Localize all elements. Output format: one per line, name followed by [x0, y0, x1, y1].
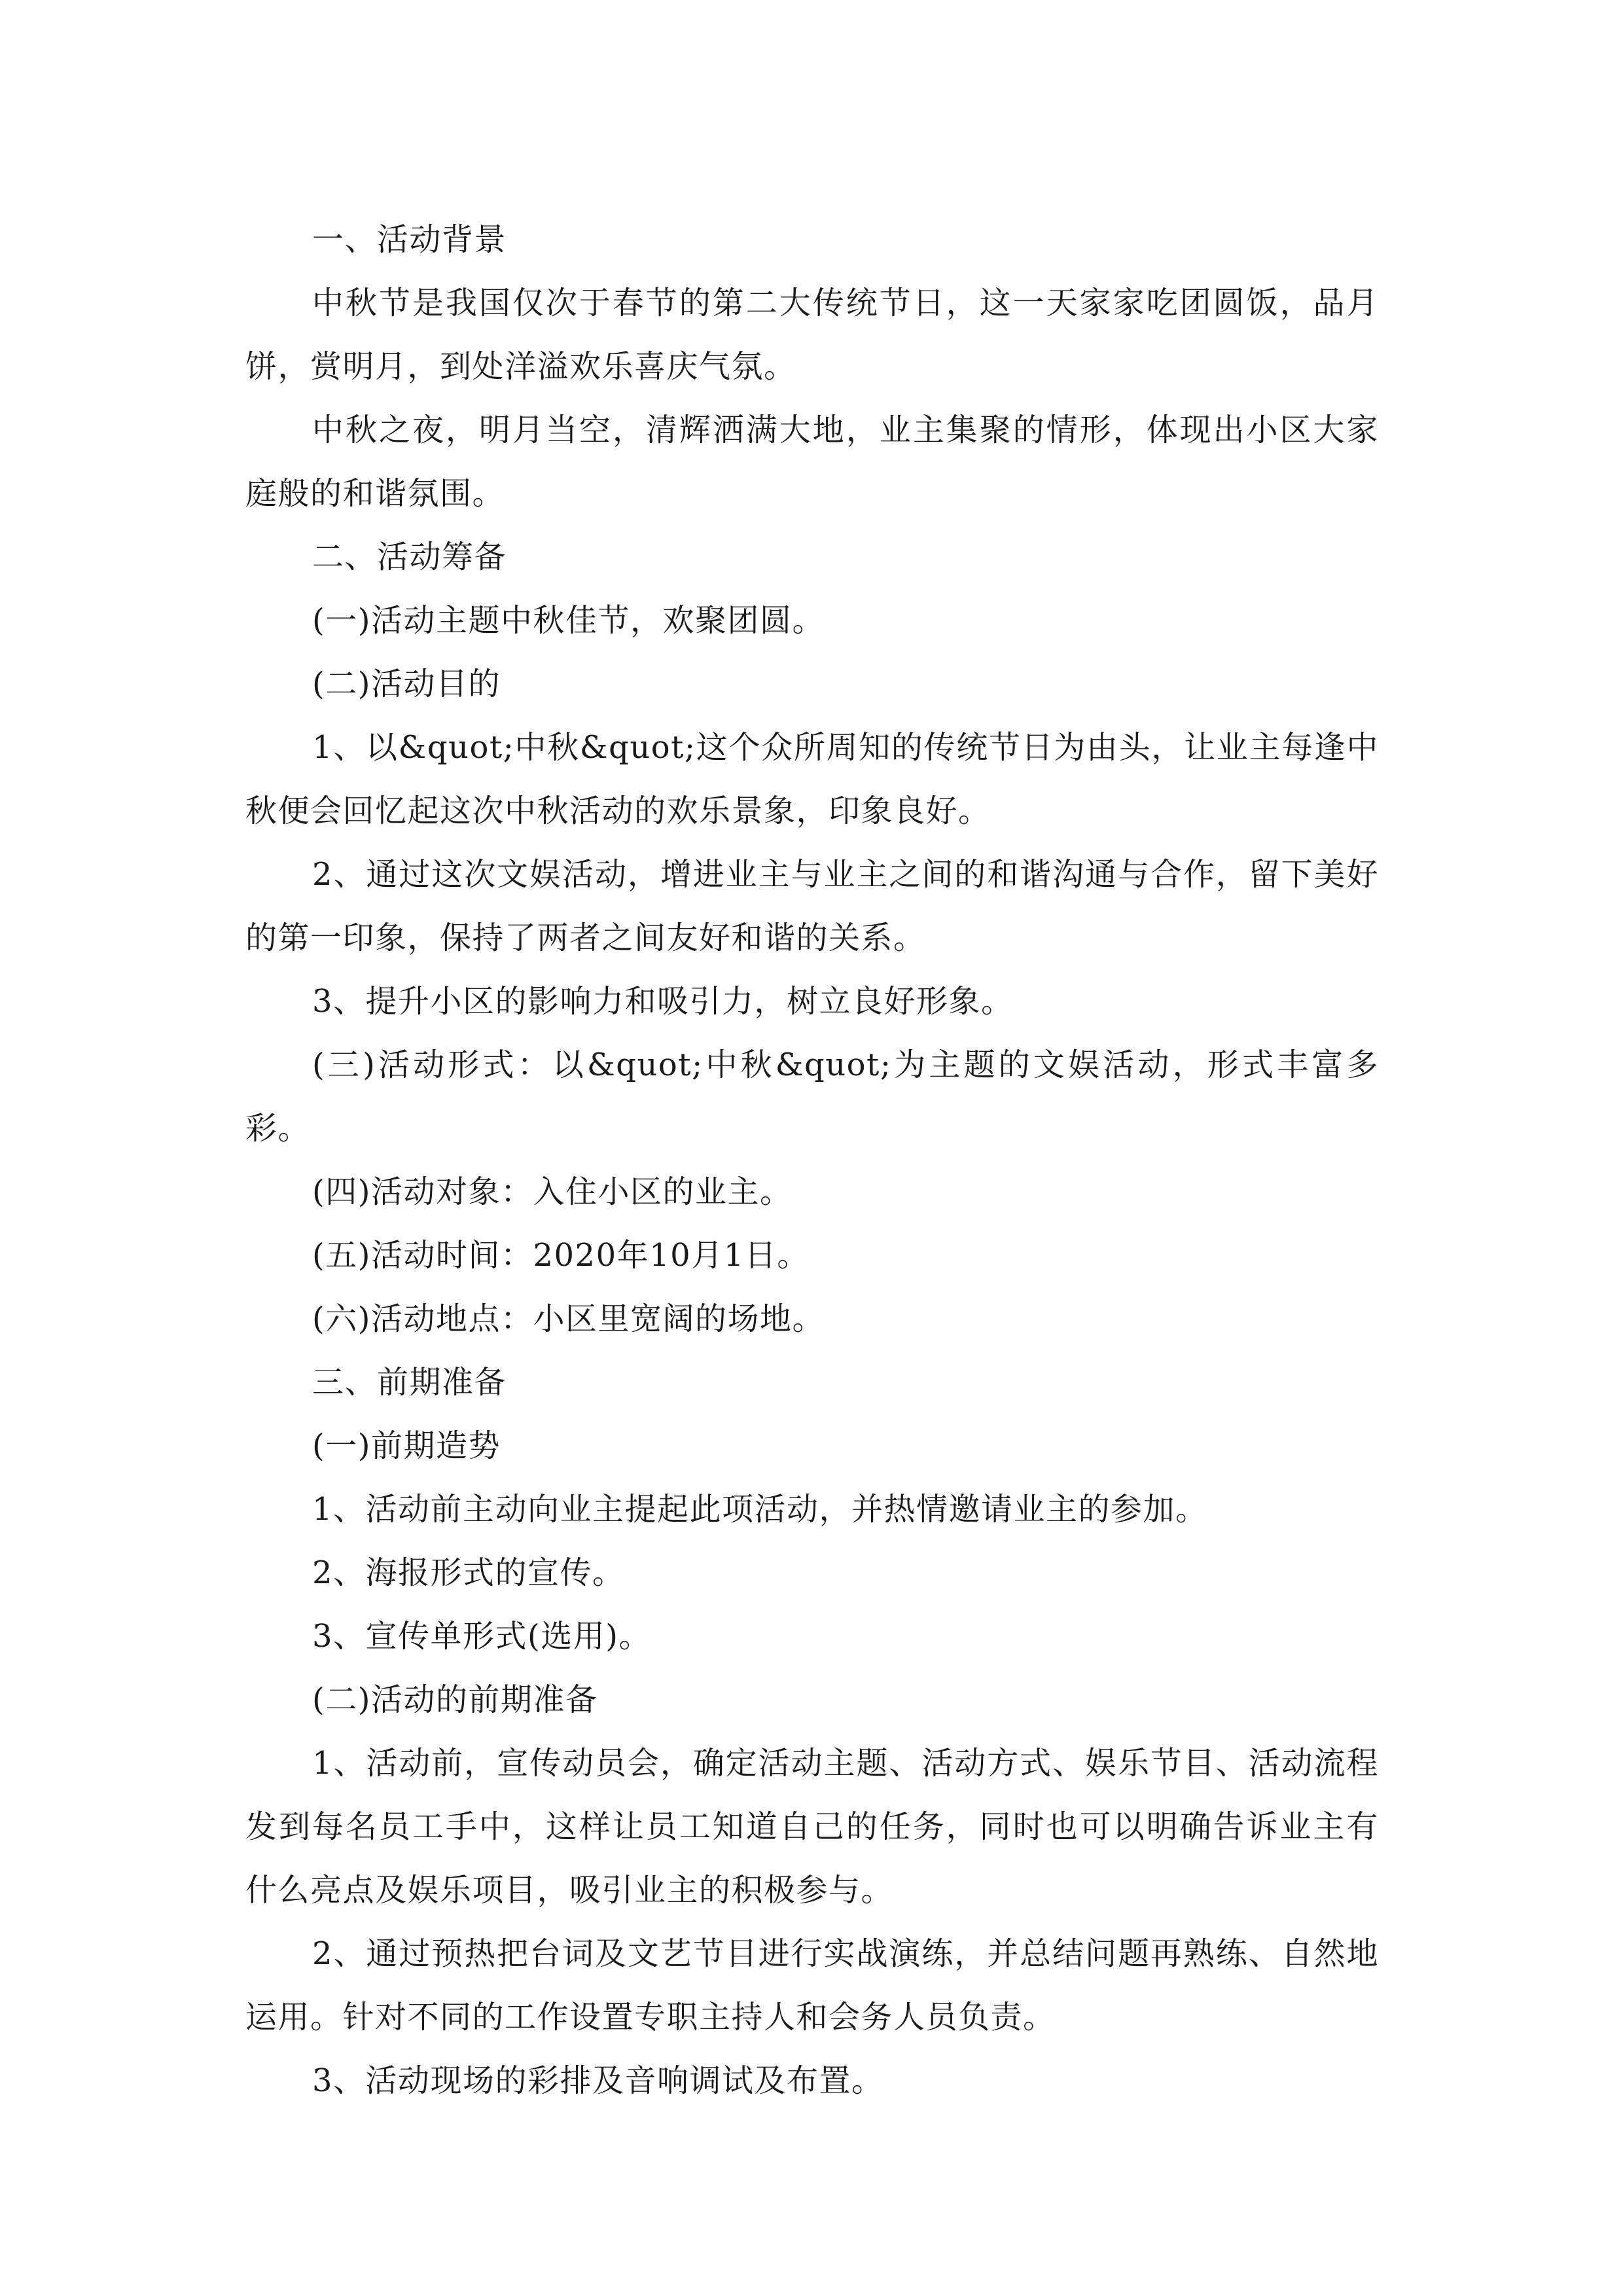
paragraph: 3、宣传单形式(选用)。 — [312, 1618, 651, 1655]
section-heading-background: 一、活动背景 — [312, 221, 507, 258]
paragraph: (一)活动主题中秋佳节，欢聚团圆。 — [312, 602, 825, 639]
document-body — [245, 208, 1379, 2113]
paragraph: 1、活动前，宣传动员会，确定活动主题、活动方式、娱乐节目、活动流程发到每名员工手中，这样让员工知道自己的任务，同时也可以明确告诉业主有什么亮点及娱乐项目，吸引业主的积极参与。 — [245, 1745, 1379, 1909]
paragraph: 中秋之夜，明月当空，清辉洒满大地，业主集聚的情形，体现出小区大家庭般的和谐氛围。 — [245, 412, 1379, 512]
paragraph: 3、提升小区的影响力和吸引力，树立良好形象。 — [312, 983, 1014, 1020]
section-heading-early-prep: 三、前期准备 — [312, 1364, 507, 1401]
paragraph: (五)活动时间：2020年10月1日。 — [312, 1237, 810, 1274]
paragraph: (六)活动地点：小区里宽阔的场地。 — [312, 1300, 825, 1337]
paragraph: 中秋节是我国仅次于春节的第二大传统节日，这一天家家吃团圆饭，品月饼，赏明月，到处洋溢欢乐喜庆气氛。 — [245, 285, 1379, 385]
section-heading-preparation: 二、活动筹备 — [312, 539, 507, 575]
paragraph: (二)活动目的 — [312, 666, 501, 702]
paragraph: 2、海报形式的宣传。 — [312, 1554, 625, 1591]
paragraph: (二)活动的前期准备 — [312, 1681, 598, 1718]
paragraph: 1、以&quot;中秋&quot;这个众所周知的传统节日为由头，让业主每逢中秋便会回忆起这次中秋活动的欢乐景象，印象良好。 — [245, 729, 1379, 829]
paragraph: 1、活动前主动向业主提起此项活动，并热情邀请业主的参加。 — [312, 1491, 1208, 1528]
paragraph: 2、通过预热把台词及文艺节目进行实战演练，并总结问题再熟练、自然地运用。针对不同的工作设置专职主持人和会务人员负责。 — [245, 1935, 1379, 2036]
paragraph: (一)前期造势 — [312, 1427, 501, 1464]
paragraph: 2、通过这次文娱活动，增进业主与业主之间的和谐沟通与合作，留下美好的第一印象，保持了两者之间友好和谐的关系。 — [245, 856, 1379, 956]
paragraph: (三)活动形式：以&quot;中秋&quot;为主题的文娱活动，形式丰富多彩。 — [245, 1047, 1379, 1147]
paragraph: (四)活动对象：入住小区的业主。 — [312, 1174, 793, 1210]
paragraph: 3、活动现场的彩排及音响调试及布置。 — [312, 2062, 884, 2099]
